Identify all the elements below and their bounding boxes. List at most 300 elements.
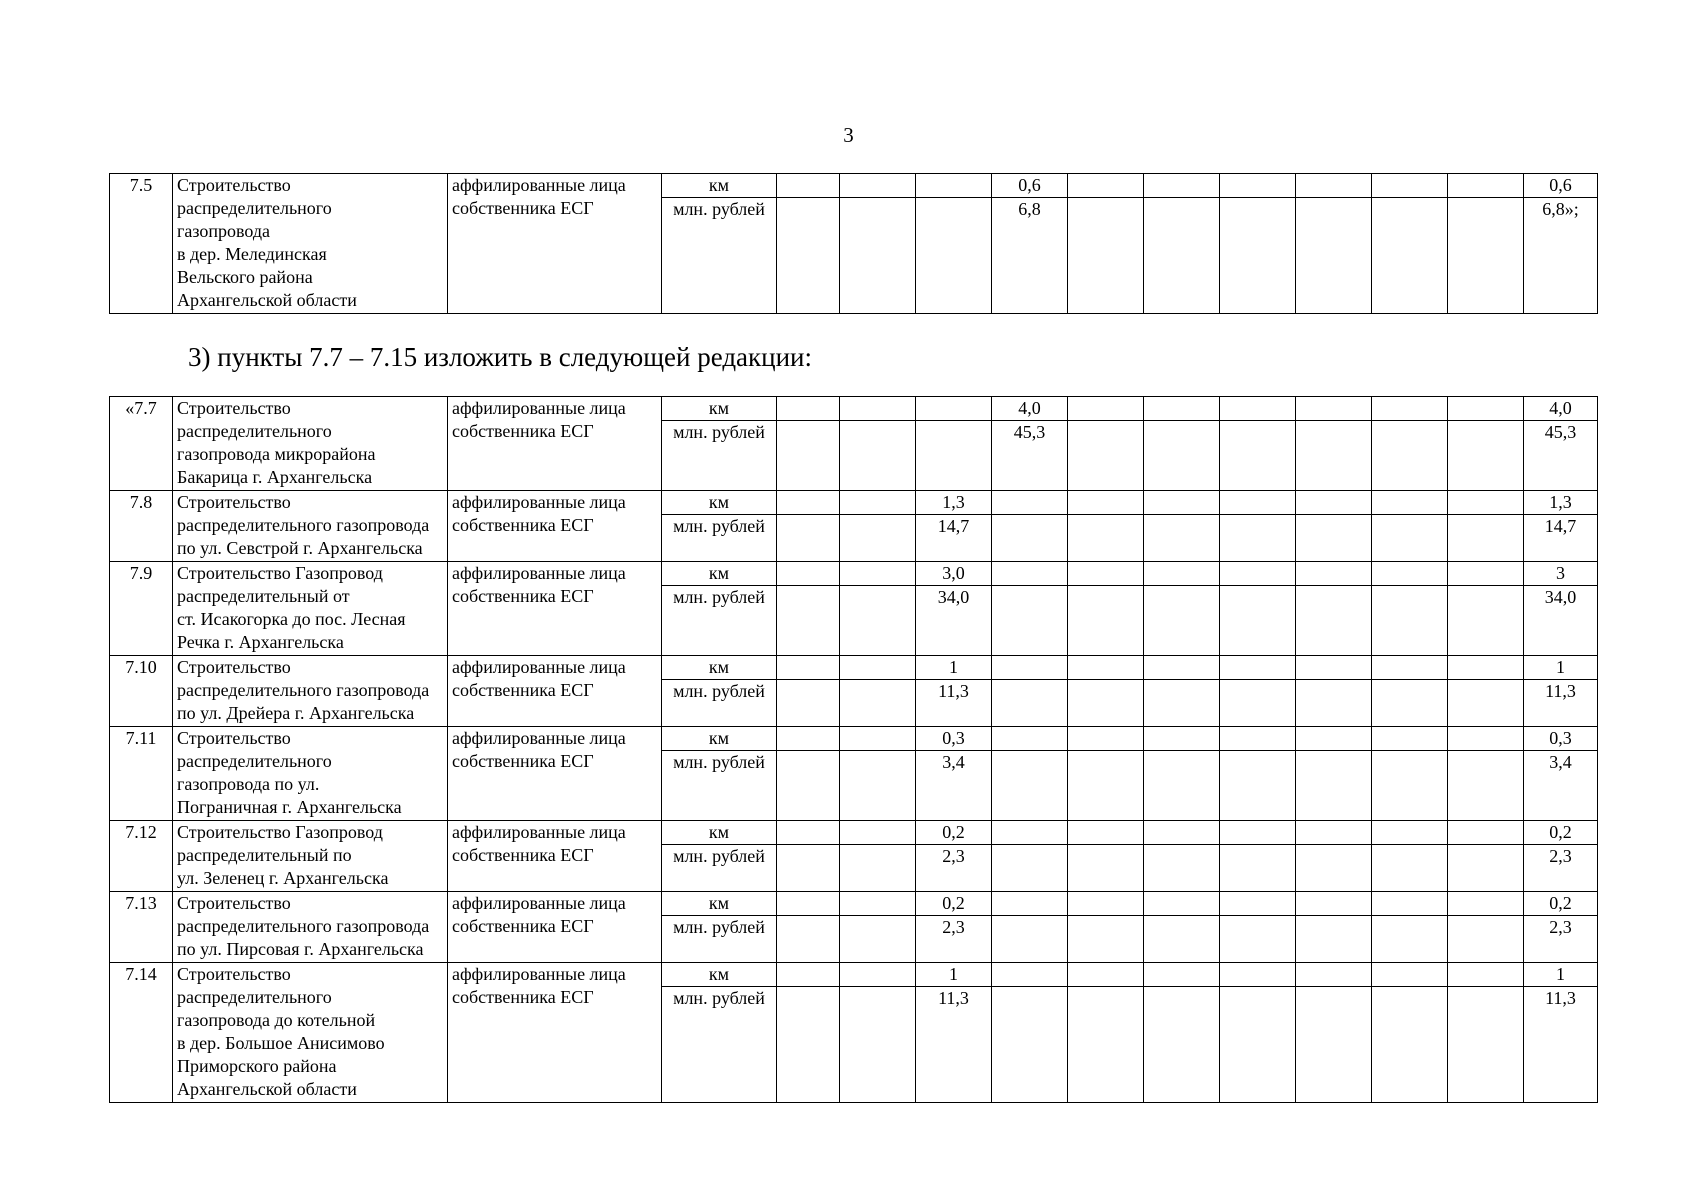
cell-line: собственника ЕСГ [452, 198, 594, 218]
cell-line: собственника ЕСГ [452, 586, 594, 606]
value-cell [1296, 680, 1372, 727]
investment-table-amended [109, 396, 1598, 1103]
unit-km: км [662, 397, 777, 421]
item-owner [448, 963, 662, 1103]
item-name [173, 656, 448, 727]
total-cell: 1 [1524, 656, 1598, 680]
unit-mln-rub: млн. рублей [662, 680, 777, 727]
cell-line: распределительный по [177, 845, 352, 865]
value-cell [992, 845, 1068, 892]
value-cell [1296, 515, 1372, 562]
cell-line: распределительного газопровода [177, 916, 430, 936]
value-cell [1448, 751, 1524, 821]
table-row [110, 174, 1598, 198]
cell-line: по ул. Пирсовая г. Архангельска [177, 939, 424, 959]
cell-line: в дер. Мелединская [177, 244, 327, 264]
value-cell [916, 174, 992, 198]
value-cell: 2,3 [916, 916, 992, 963]
cell-line: распределительного [177, 751, 332, 771]
value-cell [1448, 892, 1524, 916]
unit-km: км [662, 562, 777, 586]
value-cell [1296, 892, 1372, 916]
total-cell: 0,2 [1524, 821, 1598, 845]
cell-line: Архангельской области [177, 290, 357, 310]
cell-line: Архангельской области [177, 1079, 357, 1099]
item-owner [448, 562, 662, 656]
value-cell [1144, 845, 1220, 892]
value-cell [916, 421, 992, 491]
value-cell [840, 892, 916, 916]
cell-line: в дер. Большое Анисимово [177, 1033, 385, 1053]
value-cell [1296, 656, 1372, 680]
value-cell [1068, 751, 1144, 821]
value-cell [992, 916, 1068, 963]
value-cell [1220, 198, 1296, 314]
value-cell [1220, 987, 1296, 1103]
cell-line: распределительного газопровода [177, 515, 430, 535]
cell-line: аффилированные лица [452, 893, 626, 913]
value-cell [1220, 421, 1296, 491]
value-cell [1144, 751, 1220, 821]
value-cell [1068, 562, 1144, 586]
value-cell [992, 656, 1068, 680]
value-cell [1372, 892, 1448, 916]
value-cell [1296, 562, 1372, 586]
value-cell [840, 680, 916, 727]
value-cell [1448, 174, 1524, 198]
value-cell [840, 727, 916, 751]
cell-line: собственника ЕСГ [452, 916, 594, 936]
unit-mln-rub: млн. рублей [662, 421, 777, 491]
value-cell [916, 198, 992, 314]
value-cell [777, 892, 840, 916]
cell-line: аффилированные лица [452, 964, 626, 984]
item-owner [448, 656, 662, 727]
total-cell: 3 [1524, 562, 1598, 586]
value-cell [840, 421, 916, 491]
total-cell: 6,8»; [1524, 198, 1598, 314]
value-cell [1144, 727, 1220, 751]
cell-line: Речка г. Архангельска [177, 632, 344, 652]
cell-line: аффилированные лица [452, 657, 626, 677]
value-cell [1372, 821, 1448, 845]
value-cell [1372, 916, 1448, 963]
value-cell [1372, 987, 1448, 1103]
table-row [110, 491, 1598, 515]
unit-mln-rub: млн. рублей [662, 845, 777, 892]
value-cell [777, 916, 840, 963]
value-cell [1144, 515, 1220, 562]
cell-line: газопровода до котельной [177, 1010, 376, 1030]
value-cell [1220, 751, 1296, 821]
value-cell [1144, 198, 1220, 314]
cell-line: ст. Исакогорка до пос. Лесная [177, 609, 406, 629]
total-cell: 2,3 [1524, 916, 1598, 963]
value-cell [1068, 586, 1144, 656]
value-cell [1144, 174, 1220, 198]
total-cell: 11,3 [1524, 680, 1598, 727]
value-cell: 1,3 [916, 491, 992, 515]
value-cell [777, 174, 840, 198]
value-cell [1448, 491, 1524, 515]
value-cell [1068, 916, 1144, 963]
cell-line: собственника ЕСГ [452, 515, 594, 535]
cell-line: по ул. Севстрой г. Архангельска [177, 538, 423, 558]
item-number: 7.14 [110, 963, 173, 1103]
value-cell [1220, 680, 1296, 727]
value-cell [1372, 727, 1448, 751]
cell-line: Строительство [177, 492, 291, 512]
value-cell [777, 680, 840, 727]
value-cell [1372, 174, 1448, 198]
value-cell [992, 727, 1068, 751]
value-cell [1448, 727, 1524, 751]
value-cell [1448, 680, 1524, 727]
item-name [173, 892, 448, 963]
value-cell [840, 821, 916, 845]
value-cell [777, 397, 840, 421]
cell-line: Строительство Газопровод [177, 563, 383, 583]
value-cell [1144, 586, 1220, 656]
total-cell: 0,6 [1524, 174, 1598, 198]
unit-mln-rub: млн. рублей [662, 987, 777, 1103]
item-name [173, 174, 448, 314]
value-cell: 0,6 [992, 174, 1068, 198]
item-name [173, 963, 448, 1103]
cell-line: Пограничная г. Архангельска [177, 797, 402, 817]
value-cell [840, 751, 916, 821]
value-cell [777, 727, 840, 751]
value-cell [1372, 963, 1448, 987]
value-cell: 34,0 [916, 586, 992, 656]
value-cell [992, 680, 1068, 727]
value-cell [992, 751, 1068, 821]
total-cell: 45,3 [1524, 421, 1598, 491]
item-number: 7.8 [110, 491, 173, 562]
value-cell [992, 491, 1068, 515]
cell-line: Строительство [177, 893, 291, 913]
value-cell: 1 [916, 963, 992, 987]
unit-mln-rub: млн. рублей [662, 916, 777, 963]
value-cell [1448, 821, 1524, 845]
item-number: 7.5 [110, 174, 173, 314]
value-cell [1296, 397, 1372, 421]
value-cell [992, 963, 1068, 987]
value-cell [1220, 586, 1296, 656]
value-cell: 11,3 [916, 987, 992, 1103]
value-cell [777, 198, 840, 314]
value-cell [1068, 987, 1144, 1103]
item-number: 7.10 [110, 656, 173, 727]
value-cell [992, 987, 1068, 1103]
total-cell: 3,4 [1524, 751, 1598, 821]
value-cell [992, 892, 1068, 916]
value-cell [992, 562, 1068, 586]
value-cell: 0,2 [916, 892, 992, 916]
value-cell [1068, 845, 1144, 892]
value-cell [1220, 397, 1296, 421]
cell-line: аффилированные лица [452, 563, 626, 583]
total-cell: 2,3 [1524, 845, 1598, 892]
value-cell [777, 963, 840, 987]
cell-line: газопровода микрорайона [177, 444, 376, 464]
item-owner [448, 491, 662, 562]
item-name [173, 491, 448, 562]
value-cell [1448, 515, 1524, 562]
value-cell: 2,3 [916, 845, 992, 892]
value-cell [1068, 515, 1144, 562]
value-cell [1144, 680, 1220, 727]
cell-line: газопровода по ул. [177, 774, 320, 794]
investment-table-continuation [109, 173, 1598, 314]
value-cell: 0,3 [916, 727, 992, 751]
value-cell [1296, 727, 1372, 751]
value-cell [1144, 892, 1220, 916]
value-cell [1296, 491, 1372, 515]
value-cell [1296, 586, 1372, 656]
item-number: 7.13 [110, 892, 173, 963]
total-cell: 4,0 [1524, 397, 1598, 421]
value-cell [1144, 987, 1220, 1103]
cell-line: Вельского района [177, 267, 313, 287]
value-cell [840, 397, 916, 421]
value-cell [1296, 963, 1372, 987]
total-cell: 11,3 [1524, 987, 1598, 1103]
cell-line: распределительного [177, 987, 332, 1007]
value-cell [1372, 515, 1448, 562]
value-cell [1296, 845, 1372, 892]
total-cell: 1,3 [1524, 491, 1598, 515]
value-cell [840, 656, 916, 680]
value-cell [1220, 656, 1296, 680]
value-cell [1448, 963, 1524, 987]
value-cell [1068, 656, 1144, 680]
cell-line: по ул. Дрейера г. Архангельска [177, 703, 415, 723]
cell-line: Строительство [177, 657, 291, 677]
item-number: «7.7 [110, 397, 173, 491]
total-cell: 14,7 [1524, 515, 1598, 562]
value-cell [1372, 491, 1448, 515]
value-cell [777, 515, 840, 562]
value-cell [1144, 491, 1220, 515]
item-number: 7.12 [110, 821, 173, 892]
value-cell [992, 821, 1068, 845]
value-cell [1448, 656, 1524, 680]
value-cell [840, 515, 916, 562]
value-cell [1448, 198, 1524, 314]
value-cell [1448, 916, 1524, 963]
value-cell [840, 198, 916, 314]
cell-line: газопровода [177, 221, 271, 241]
unit-mln-rub: млн. рублей [662, 198, 777, 314]
table-row [110, 656, 1598, 680]
cell-line: распределительного [177, 421, 332, 441]
value-cell: 3,0 [916, 562, 992, 586]
unit-km: км [662, 963, 777, 987]
cell-line: Бакарица г. Архангельска [177, 467, 373, 487]
cell-line: аффилированные лица [452, 175, 626, 195]
value-cell: 1 [916, 656, 992, 680]
value-cell [1068, 963, 1144, 987]
unit-km: км [662, 174, 777, 198]
item-number: 7.9 [110, 562, 173, 656]
value-cell [1068, 397, 1144, 421]
value-cell [777, 751, 840, 821]
page-number: 3 [843, 123, 854, 147]
value-cell [1144, 821, 1220, 845]
value-cell [1068, 198, 1144, 314]
unit-mln-rub: млн. рублей [662, 515, 777, 562]
value-cell [777, 987, 840, 1103]
value-cell [1372, 198, 1448, 314]
total-cell: 34,0 [1524, 586, 1598, 656]
value-cell [1372, 397, 1448, 421]
value-cell [1296, 987, 1372, 1103]
value-cell [1220, 491, 1296, 515]
cell-line: аффилированные лица [452, 728, 626, 748]
item-name [173, 562, 448, 656]
item-name [173, 397, 448, 491]
cell-line: собственника ЕСГ [452, 680, 594, 700]
item-owner [448, 821, 662, 892]
cell-line: распределительного [177, 198, 332, 218]
unit-km: км [662, 491, 777, 515]
value-cell [1372, 562, 1448, 586]
total-cell: 0,3 [1524, 727, 1598, 751]
unit-km: км [662, 821, 777, 845]
cell-line: Строительство Газопровод [177, 822, 383, 842]
cell-line: аффилированные лица [452, 398, 626, 418]
unit-km: км [662, 656, 777, 680]
value-cell [840, 987, 916, 1103]
value-cell [1372, 421, 1448, 491]
value-cell [1448, 562, 1524, 586]
cell-line: аффилированные лица [452, 492, 626, 512]
value-cell [1296, 198, 1372, 314]
value-cell [1220, 916, 1296, 963]
cell-line: ул. Зеленец г. Архангельска [177, 868, 389, 888]
value-cell [777, 562, 840, 586]
value-cell [1144, 656, 1220, 680]
value-cell [1296, 751, 1372, 821]
value-cell [1144, 421, 1220, 491]
value-cell [840, 562, 916, 586]
value-cell [777, 586, 840, 656]
table-row [110, 963, 1598, 987]
value-cell: 45,3 [992, 421, 1068, 491]
value-cell [1220, 515, 1296, 562]
value-cell [1448, 987, 1524, 1103]
value-cell [777, 491, 840, 515]
value-cell [1372, 586, 1448, 656]
value-cell [1220, 821, 1296, 845]
unit-km: км [662, 892, 777, 916]
unit-mln-rub: млн. рублей [662, 586, 777, 656]
unit-mln-rub: млн. рублей [662, 751, 777, 821]
value-cell: 4,0 [992, 397, 1068, 421]
table-row [110, 562, 1598, 586]
value-cell [1448, 397, 1524, 421]
value-cell [1068, 892, 1144, 916]
cell-line: распределительного газопровода [177, 680, 430, 700]
total-cell: 0,2 [1524, 892, 1598, 916]
value-cell [1144, 916, 1220, 963]
value-cell [840, 916, 916, 963]
cell-line: Строительство [177, 175, 291, 195]
value-cell [1068, 680, 1144, 727]
table-row [110, 821, 1598, 845]
cell-line: собственника ЕСГ [452, 845, 594, 865]
value-cell [916, 397, 992, 421]
value-cell [1144, 963, 1220, 987]
value-cell [1144, 562, 1220, 586]
value-cell [777, 656, 840, 680]
item-owner [448, 174, 662, 314]
value-cell [777, 845, 840, 892]
total-cell: 1 [1524, 963, 1598, 987]
item-name [173, 821, 448, 892]
cell-line: аффилированные лица [452, 822, 626, 842]
value-cell [1068, 174, 1144, 198]
table-row [110, 397, 1598, 421]
value-cell [840, 174, 916, 198]
value-cell [1220, 845, 1296, 892]
value-cell [1220, 174, 1296, 198]
item-owner [448, 397, 662, 491]
value-cell [1068, 491, 1144, 515]
value-cell: 11,3 [916, 680, 992, 727]
amendment-heading: 3) пункты 7.7 – 7.15 изложить в следующей редакции: [188, 342, 813, 372]
value-cell [1068, 821, 1144, 845]
value-cell [777, 821, 840, 845]
cell-line: Строительство [177, 728, 291, 748]
value-cell [840, 845, 916, 892]
value-cell [1372, 656, 1448, 680]
value-cell [1296, 421, 1372, 491]
value-cell [1296, 821, 1372, 845]
value-cell [1372, 680, 1448, 727]
value-cell [1220, 562, 1296, 586]
value-cell [840, 963, 916, 987]
value-cell [1068, 727, 1144, 751]
value-cell [840, 586, 916, 656]
value-cell [1220, 727, 1296, 751]
value-cell [840, 491, 916, 515]
item-name [173, 727, 448, 821]
value-cell [1068, 421, 1144, 491]
value-cell [1372, 845, 1448, 892]
value-cell: 6,8 [992, 198, 1068, 314]
cell-line: Строительство [177, 964, 291, 984]
value-cell [1448, 845, 1524, 892]
value-cell: 14,7 [916, 515, 992, 562]
value-cell [992, 586, 1068, 656]
cell-line: Строительство [177, 398, 291, 418]
cell-line: собственника ЕСГ [452, 751, 594, 771]
cell-line: распределительный от [177, 586, 350, 606]
value-cell [1372, 751, 1448, 821]
value-cell [992, 515, 1068, 562]
table-row [110, 892, 1598, 916]
item-owner [448, 892, 662, 963]
value-cell: 3,4 [916, 751, 992, 821]
value-cell [1220, 963, 1296, 987]
item-owner [448, 727, 662, 821]
cell-line: собственника ЕСГ [452, 987, 594, 1007]
value-cell: 0,2 [916, 821, 992, 845]
value-cell [1296, 174, 1372, 198]
cell-line: Приморского района [177, 1056, 337, 1076]
